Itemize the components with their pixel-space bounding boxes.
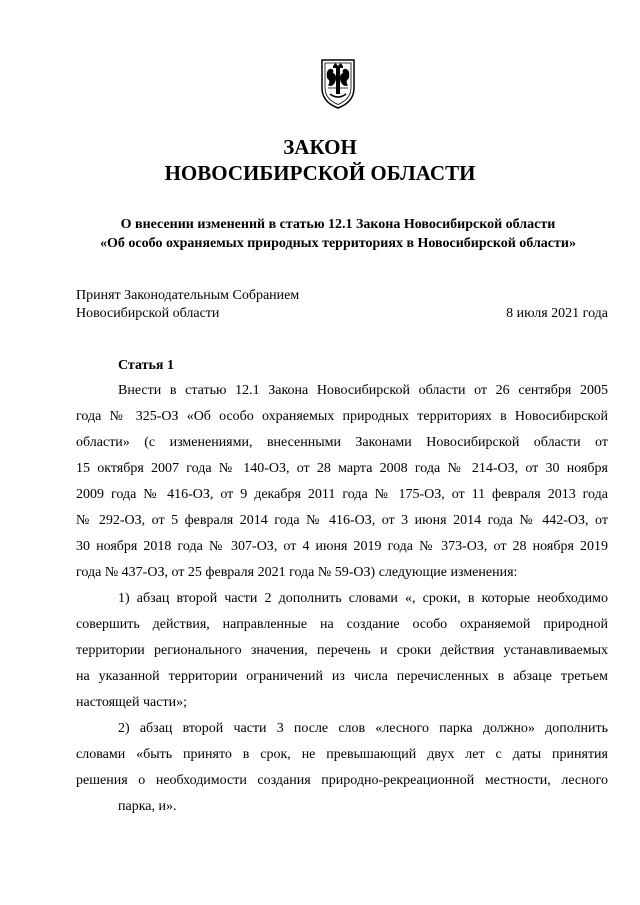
law-subject-line-1: О внесении изменений в статью 12.1 Закона Новосибирской области: [120, 217, 556, 232]
article-text-line: парка, и».: [118, 799, 177, 814]
article-text-line: совершить действия, направленные на создание особо охраняемой природной: [76, 617, 608, 632]
adoption-date: 8 июля 2021 года: [506, 306, 608, 321]
article-text-line: решения о необходимости создания природно-рекреационной местности, лесного: [76, 773, 608, 788]
article-text-line: года № 325-ОЗ «Об особо охраняемых природных территориях в Новосибирской: [76, 409, 608, 424]
article-text-line: словами «быть принято в срок, не превышающий двух лет с даты принятия: [76, 747, 608, 762]
law-region-title: НОВОСИБИРСКОЙ ОБЛАСТИ: [164, 161, 476, 185]
article-text-line: на указанной территории ограничений из числа перечисленных в абзаце третьем: [76, 669, 608, 684]
article-text-line: Внести в статью 12.1 Закона Новосибирской области от 26 сентября 2005: [118, 383, 608, 398]
article-text-line: 30 ноября 2018 года № 307-ОЗ, от 4 июня 2019 года № 373-ОЗ, от 28 ноября 2019: [76, 539, 608, 554]
article-text-line: 2009 года № 416-ОЗ, от 9 декабря 2011 года № 175-ОЗ, от 11 февраля 2013 года: [76, 487, 608, 502]
article-text-line: настоящей части»;: [76, 695, 187, 710]
article-text-line: № 292-ОЗ, от 5 февраля 2014 года № 416-ОЗ, от 3 июня 2014 года № 442-ОЗ, от: [76, 513, 608, 528]
law-subject-line-2: «Об особо охраняемых природных территориях в Новосибирской области»: [100, 236, 576, 251]
adopted-by-line-1: Принят Законодательным Собранием: [76, 288, 300, 303]
adopted-by-line-2: Новосибирской области: [76, 306, 220, 321]
article-text-line: 15 октября 2007 года № 140-ОЗ, от 28 марта 2008 года № 214-ОЗ, от 30 ноября: [76, 461, 608, 476]
article-heading: Статья 1: [118, 358, 174, 373]
coat-of-arms-icon: [318, 58, 358, 110]
article-text-line: 1) абзац второй части 2 дополнить словами «, сроки, в которые необходимо: [118, 591, 608, 606]
article-text-line: области» (с изменениями, внесенными Законами Новосибирской области от: [76, 435, 608, 450]
article-text-line: года № 437-ОЗ, от 25 февраля 2021 года № 59-ОЗ) следующие изменения:: [76, 565, 518, 580]
law-title: ЗАКОН: [283, 135, 357, 159]
article-text-line: 2) абзац второй части 3 после слов «лесного парка должно» дополнить: [118, 721, 608, 736]
article-text-line: территории регионального значения, перечень и сроки действия устанавливаемых: [76, 643, 608, 658]
